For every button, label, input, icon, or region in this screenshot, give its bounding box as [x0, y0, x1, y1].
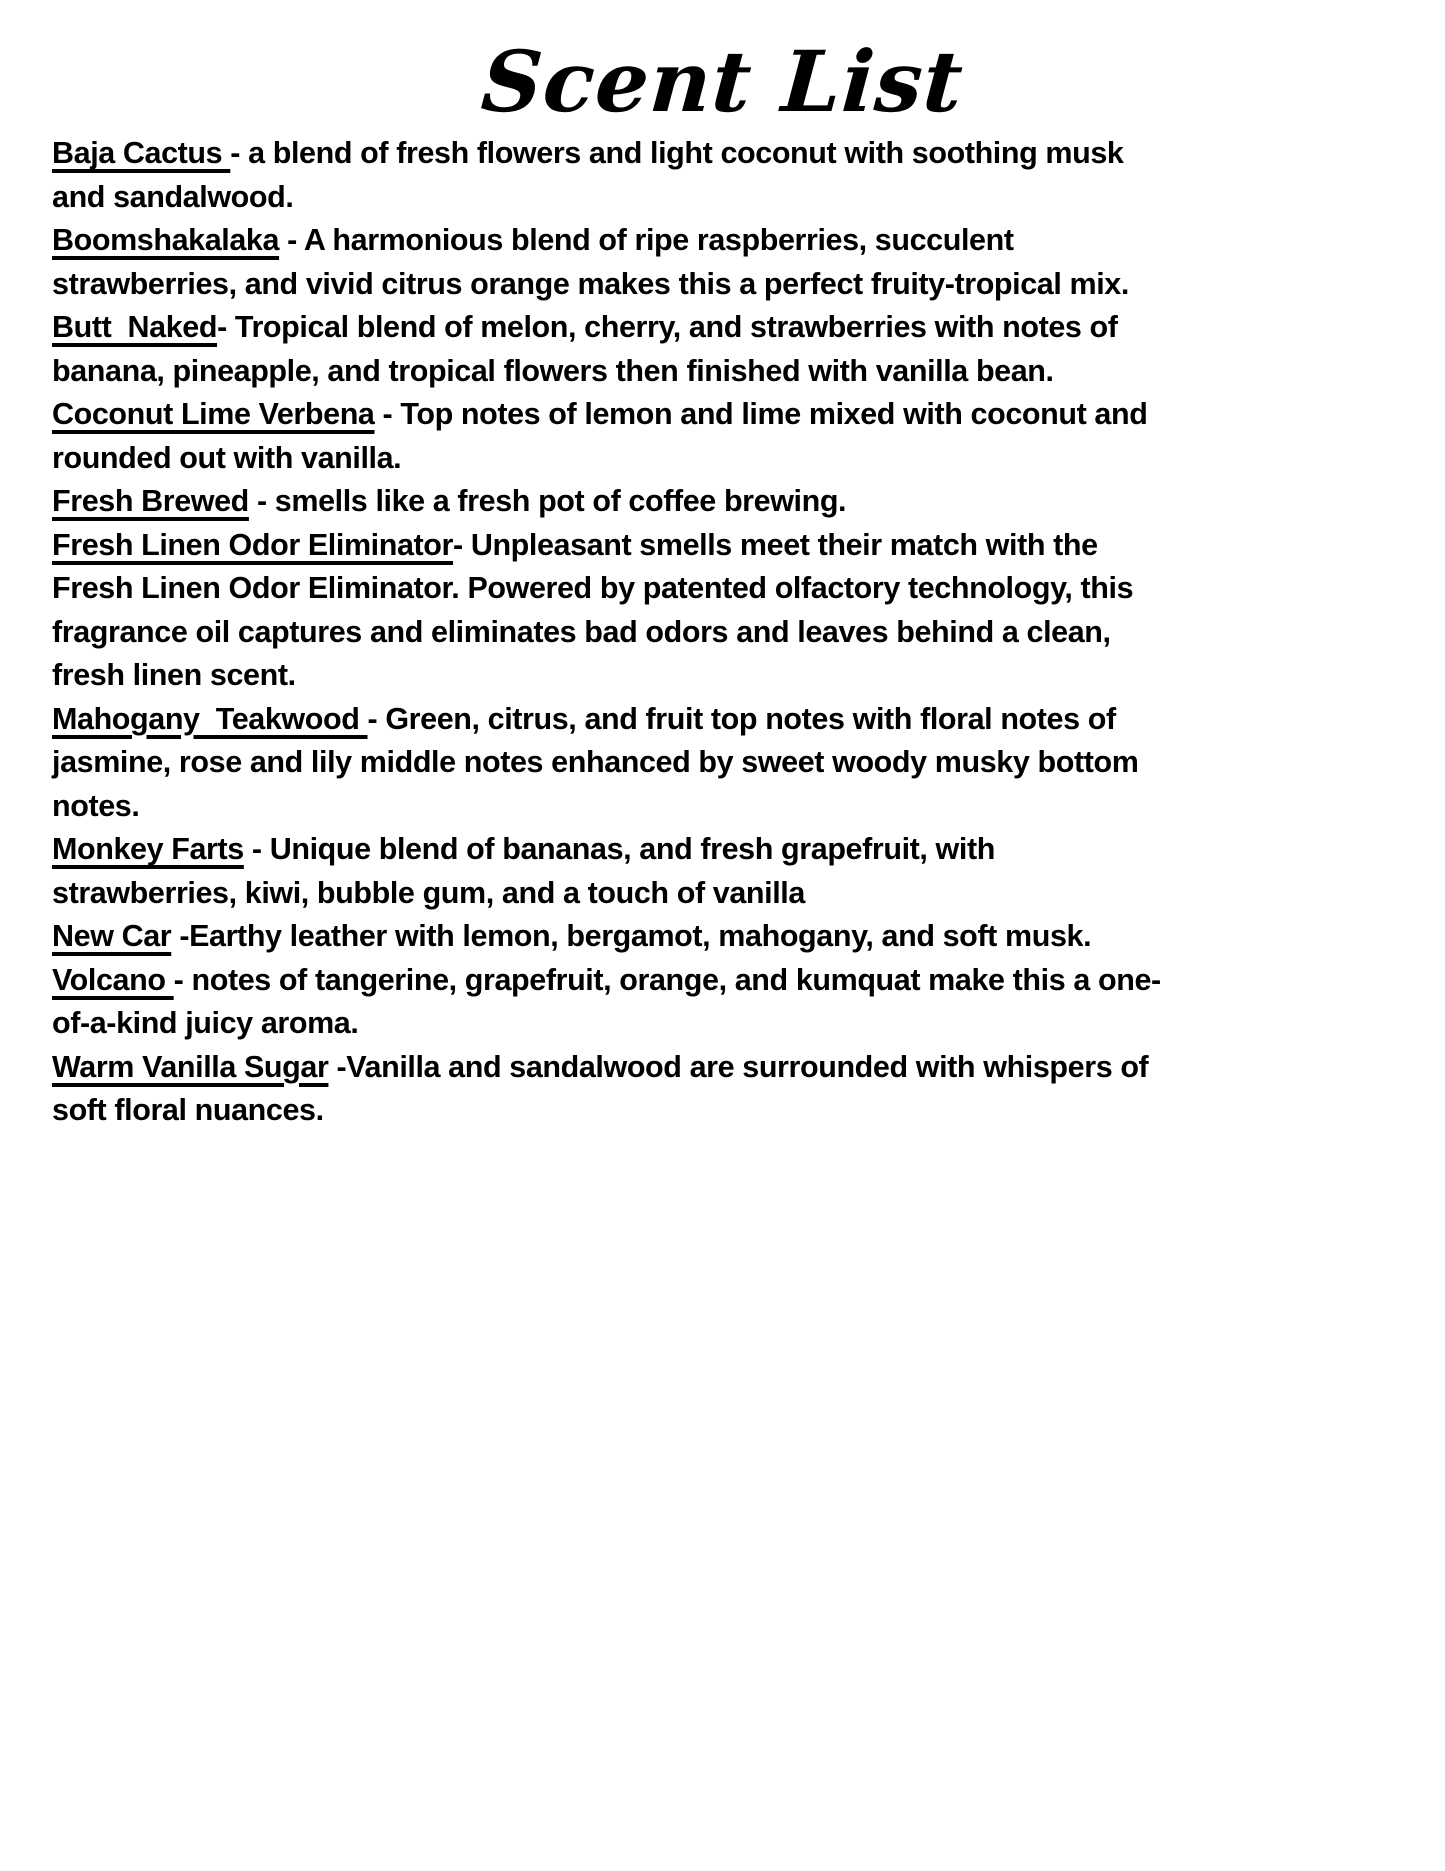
- scent-entry: [52, 698, 1174, 829]
- scent-description: - Unpleasant smells meet their match with the Fresh Linen Odor Eliminator. Powered by patented olfactory technology, this fragrance oil captures and eliminates bad odors and leaves behind a clean, fresh linen scent.: [52, 527, 1142, 693]
- scent-name: Boomshakalaka: [52, 223, 280, 258]
- scent-description: - A harmonious blend of ripe raspberries, succulent strawberries, and vivid citrus orange makes this a perfect fruity-tropical mix.: [52, 223, 1129, 301]
- scent-name: Baja Cactus: [52, 136, 231, 171]
- scent-entry: [52, 132, 1174, 219]
- scent-entry: [52, 959, 1174, 1046]
- scent-description: - smells like a fresh pot of coffee brewing.: [248, 484, 847, 519]
- scent-list: [52, 132, 1174, 1133]
- scent-name: Butt Naked: [52, 310, 218, 345]
- scent-entry: [52, 219, 1174, 306]
- scent-description: -Vanilla and sandalwood are surrounded with whispers of soft floral nuances.: [52, 1049, 1157, 1128]
- scent-entry: [52, 480, 1174, 524]
- scent-description: -Earthy leather with lemon, bergamot, mahogany, and soft musk.: [171, 919, 1092, 954]
- page-title: Scent List: [478, 32, 967, 131]
- scent-name: Volcano: [52, 962, 174, 997]
- scent-name: New Car: [52, 919, 172, 954]
- scent-name: Fresh Brewed: [52, 484, 249, 519]
- scent-entry: [52, 828, 1174, 915]
- scent-name: Coconut Lime Verbena: [52, 397, 375, 432]
- scent-entry: [52, 306, 1174, 393]
- scent-name: Warm Vanilla Sugar: [52, 1049, 329, 1084]
- scent-name: Fresh Linen Odor Eliminator: [52, 527, 453, 562]
- scent-name: Mahogany Teakwood: [52, 701, 368, 736]
- scent-name: Monkey Farts: [52, 832, 244, 867]
- scent-description: - Tropical blend of melon, cherry, and strawberries with notes of banana, pineapple, and tropical flowers then finished with vanilla bean.: [52, 310, 1126, 388]
- scent-description: - a blend of fresh flowers and light coconut with soothing musk and sandalwood.: [52, 136, 1132, 214]
- scent-entry: [52, 393, 1174, 480]
- scent-entry: [52, 524, 1174, 698]
- scent-description: - notes of tangerine, grapefruit, orange, and kumquat make this a one-of-a-kind juicy aroma.: [52, 962, 1161, 1041]
- scent-description: - Green, citrus, and fruit top notes with floral notes of jasmine, rose and lily middle notes enhanced by sweet woody musky bottom notes.: [52, 701, 1147, 823]
- scent-description: - Unique blend of bananas, and fresh grapefruit, with strawberries, kiwi, bubble gum, and a touch of vanilla: [52, 832, 1004, 910]
- scent-description: - Top notes of lemon and lime mixed with coconut and rounded out with vanilla.: [52, 397, 1156, 475]
- scent-entry: [52, 915, 1174, 959]
- scent-entry: [52, 1046, 1174, 1133]
